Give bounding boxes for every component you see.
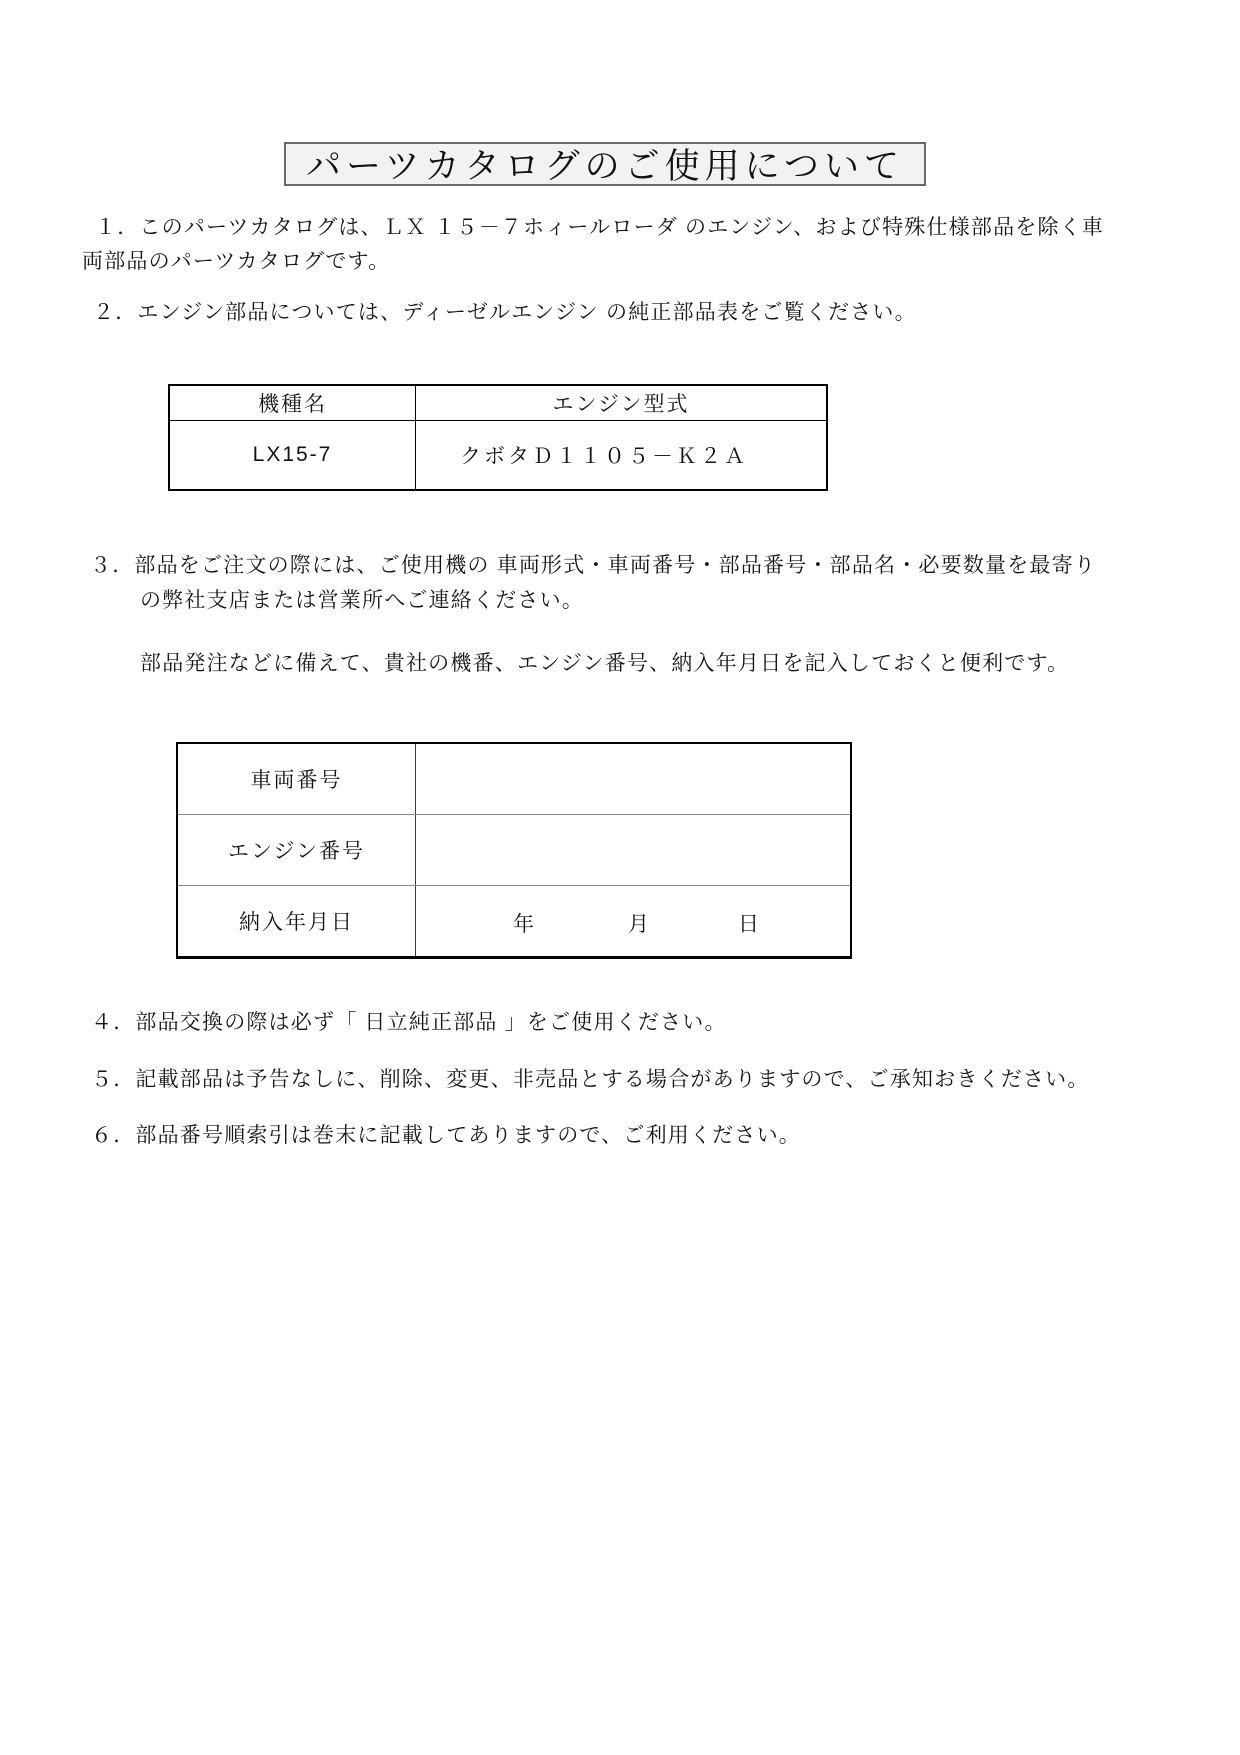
table-row <box>177 886 851 958</box>
table-row <box>177 815 851 886</box>
record-row-vehicle-number-value <box>416 743 852 815</box>
note-item-3-line-1: ３．部品をご注文の際には、ご使用機の 車両形式・車両番号・部品番号・部品名・必要数量を最寄り <box>90 554 1097 577</box>
month-label: 月 <box>628 913 651 936</box>
note-item-4: ４．部品交換の際は必ず「 日立純正部品 」をご使用ください。 <box>91 1011 727 1034</box>
note-item-1-line-1: １．このパーツカタログは、ＬＸ １５－７ホィールローダ のエンジン、および特殊仕様部品を除く車 <box>95 216 1105 239</box>
engine-model-table <box>168 384 828 491</box>
page-title: パーツカタログのご使用について <box>284 142 926 186</box>
engine-table-header-model: 機種名 <box>169 385 416 420</box>
record-row-delivery-date-value <box>416 886 852 958</box>
record-row-engine-number-label: エンジン番号 <box>177 815 416 886</box>
note-item-3-line-2: の弊社支店または営業所へご連絡ください。 <box>140 589 584 612</box>
record-row-vehicle-number-label: 車両番号 <box>177 743 416 815</box>
note-item-5: ５．記載部品は予告なしに、削除、変更、非売品とする場合がありますので、ご承知おきください。 <box>91 1068 1090 1091</box>
note-item-6: ６．部品番号順索引は巻末に記載してありますので、ご利用ください。 <box>91 1124 801 1147</box>
table-row <box>177 743 851 815</box>
machine-record-table <box>176 742 852 959</box>
record-row-delivery-date-label: 納入年月日 <box>177 886 416 958</box>
note-item-1-line-2: 両部品のパーツカタログです。 <box>82 250 391 273</box>
day-label: 日 <box>738 913 761 936</box>
note-item-2: ２．エンジン部品については、ディーゼルエンジン の純正部品表をご覧ください。 <box>93 301 917 324</box>
year-label: 年 <box>513 913 536 936</box>
engine-table-model-cell: LX15-7 <box>169 420 416 490</box>
engine-table-engine-cell: クボタＤ１１０５－Ｋ２Ａ <box>416 420 828 490</box>
note-item-3-remark: 部品発注などに備えて、貴社の機番、エンジン番号、納入年月日を記入しておくと便利です。 <box>140 652 1070 675</box>
engine-table-header-engine: エンジン型式 <box>416 385 828 420</box>
record-row-engine-number-value <box>416 815 852 886</box>
